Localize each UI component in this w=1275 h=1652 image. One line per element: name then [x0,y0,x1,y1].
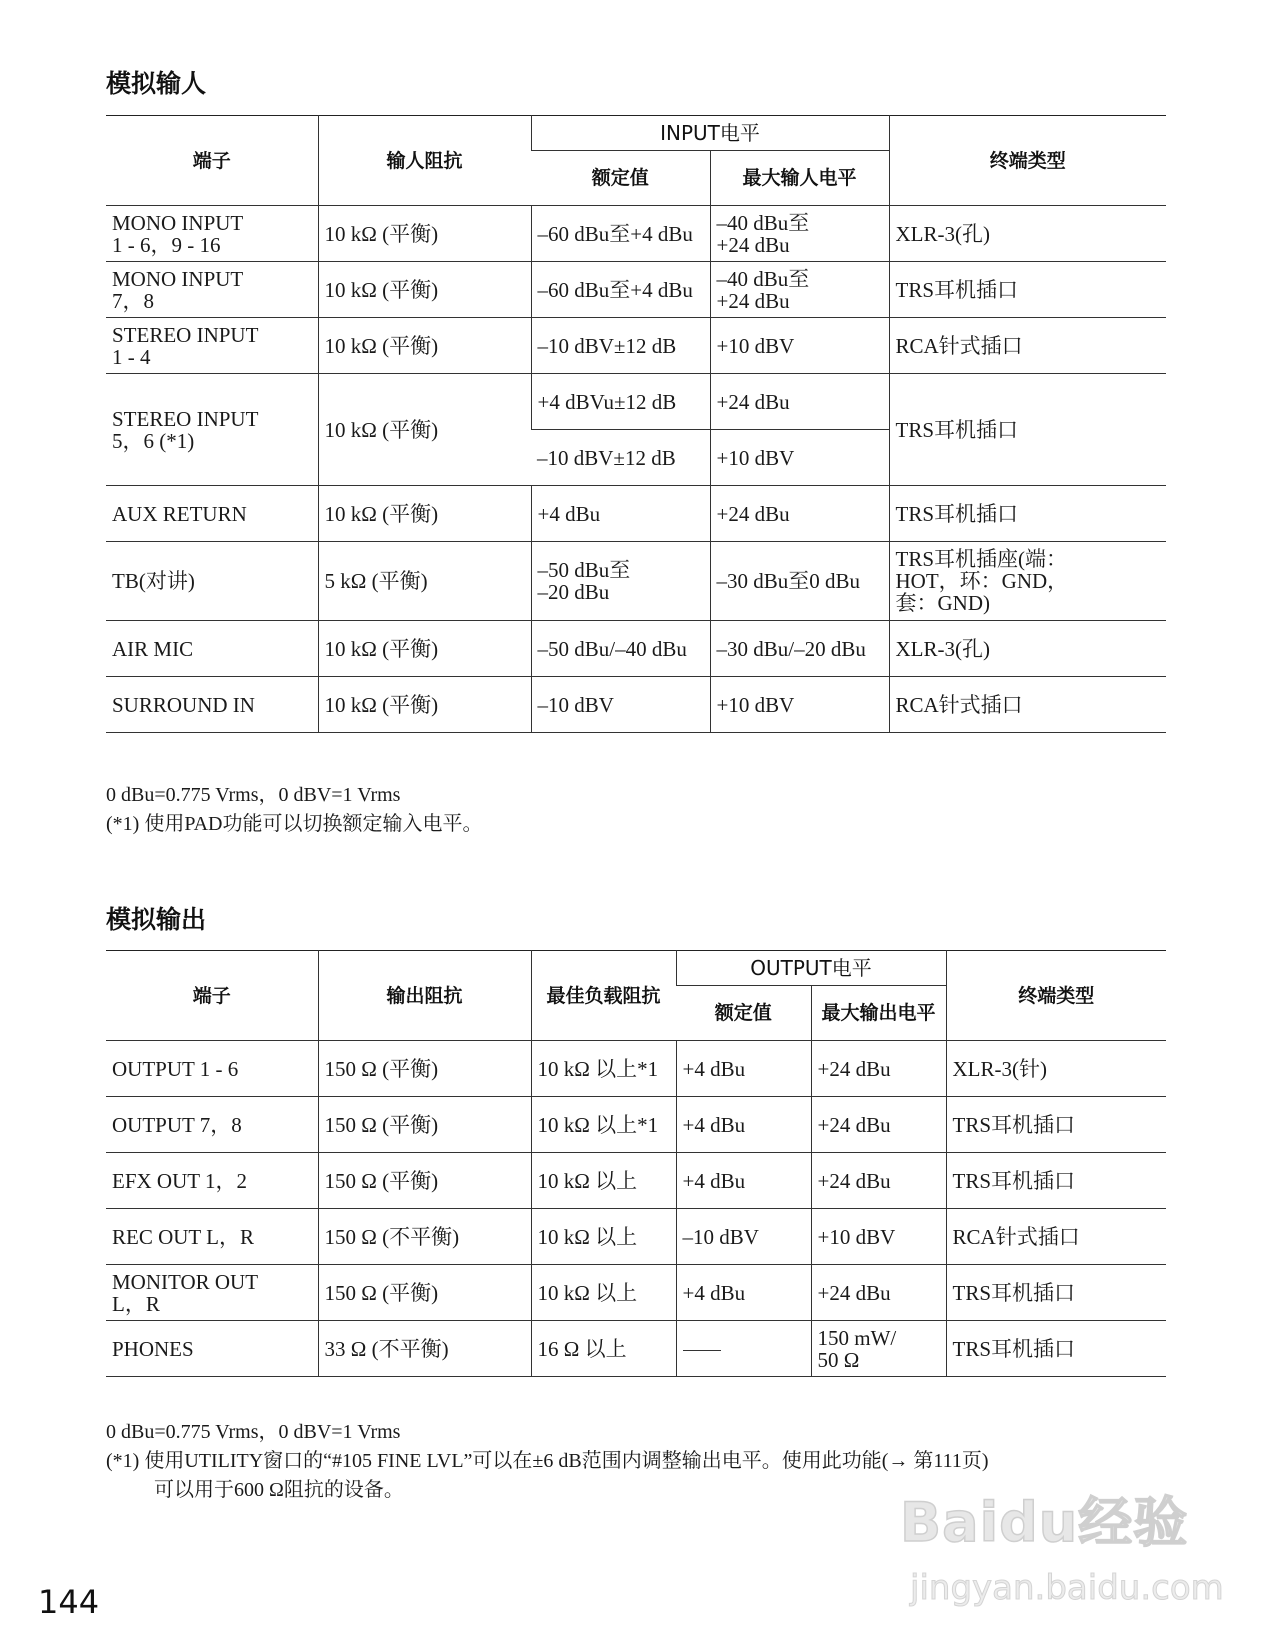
cell-max: +10 dBV [811,1209,946,1265]
cell-terminal: STEREO INPUT 1 - 4 [106,318,318,374]
cell-connector: RCA针式插口 [889,318,1166,374]
header-connector: 终端类型 [889,116,1166,206]
cell-impedance: 10 kΩ (平衡) [318,374,531,486]
cell-nominal: –50 dBu至 –20 dBu [531,542,710,621]
cell-nominal: +4 dBu [531,486,710,542]
cell-terminal: EFX OUT 1，2 [106,1153,318,1209]
cell-load: 10 kΩ 以上*1 [531,1041,676,1097]
table-row [106,1265,1166,1321]
table-row [106,262,1166,318]
watermark-url: jingyan.baidu.com [910,1568,1224,1608]
cell-impedance: 10 kΩ (平衡) [318,621,531,677]
table-row [106,1153,1166,1209]
table-row [106,542,1166,621]
table-row [106,1321,1166,1377]
analog-input-notes [106,781,483,839]
table-row [106,1097,1166,1153]
header-load-impedance: 最佳负载阻抗 [531,951,676,1041]
cell-terminal: REC OUT L，R [106,1209,318,1265]
cell-load: 10 kΩ 以上*1 [531,1097,676,1153]
cell-connector: RCA针式插口 [889,677,1166,733]
header-nominal: 额定值 [531,151,710,206]
table-row [106,621,1166,677]
note-line: (*1) 使用PAD功能可以切换额定输入电平。 [106,813,483,835]
cell-nominal: –10 dBV±12 dB [531,318,710,374]
cell-impedance: 10 kΩ (平衡) [318,206,531,262]
cell-impedance: 10 kΩ (平衡) [318,677,531,733]
cell-max: +24 dBu [811,1041,946,1097]
note-line: 0 dBu=0.775 Vrms，0 dBV=1 Vrms [106,1421,401,1443]
cell-max: +24 dBu [811,1265,946,1321]
table-row [106,374,1166,430]
cell-load: 10 kΩ 以上 [531,1265,676,1321]
cell-terminal: OUTPUT 1 - 6 [106,1041,318,1097]
cell-connector: TRS耳机插口 [889,374,1166,486]
cell-terminal: STEREO INPUT 5，6 (*1) [106,374,318,486]
cell-max: –30 dBu/–20 dBu [710,621,889,677]
cell-max: 150 mW/ 50 Ω [811,1321,946,1377]
cell-terminal: TB(对讲) [106,542,318,621]
cell-nominal: –60 dBu至+4 dBu [531,262,710,318]
header-output-impedance: 输出阻抗 [318,951,531,1041]
header-terminal: 端子 [106,116,318,206]
header-max-input-level: 最大输人电平 [710,151,889,206]
dash-mark [683,1350,721,1351]
cell-impedance: 33 Ω (不平衡) [318,1321,531,1377]
cell-terminal: MONITOR OUT L，R [106,1265,318,1321]
cell-max: +24 dBu [811,1153,946,1209]
table-row [106,486,1166,542]
analog-output-title: 模拟输出 [106,905,207,934]
cell-connector: TRS耳机插口 [946,1321,1166,1377]
cell-impedance: 150 Ω (平衡) [318,1097,531,1153]
cell-connector: TRS耳机插口 [889,262,1166,318]
cell-load: 16 Ω 以上 [531,1321,676,1377]
cell-terminal: MONO INPUT 7，8 [106,262,318,318]
cell-impedance: 5 kΩ (平衡) [318,542,531,621]
cell-load: 10 kΩ 以上 [531,1209,676,1265]
cell-terminal: AUX RETURN [106,486,318,542]
cell-impedance: 150 Ω (不平衡) [318,1209,531,1265]
analog-input-table [106,115,1166,733]
table-row [106,677,1166,733]
cell-impedance: 10 kΩ (平衡) [318,486,531,542]
cell-connector: TRS耳机插口 [946,1265,1166,1321]
cell-max: +24 dBu [710,374,889,430]
cell-connector: TRS耳机插口 [889,486,1166,542]
cell-max: –40 dBu至 +24 dBu [710,206,889,262]
cell-max: –30 dBu至0 dBu [710,542,889,621]
cell-max: +10 dBV [710,677,889,733]
cell-terminal: OUTPUT 7，8 [106,1097,318,1153]
cell-nominal: –50 dBu/–40 dBu [531,621,710,677]
cell-terminal: AIR MIC [106,621,318,677]
cell-nominal: –10 dBV [531,677,710,733]
cell-connector: XLR-3(孔) [889,621,1166,677]
cell-max: +10 dBV [710,430,889,486]
cell-connector: TRS耳机插口 [946,1097,1166,1153]
analog-input-title: 模拟输人 [106,69,207,98]
cell-impedance: 150 Ω (平衡) [318,1153,531,1209]
cell-nominal: –10 dBV [676,1209,811,1265]
cell-load: 10 kΩ 以上 [531,1153,676,1209]
cell-terminal: MONO INPUT 1 - 6，9 - 16 [106,206,318,262]
cell-terminal: SURROUND IN [106,677,318,733]
baidu-watermark [900,1480,1224,1630]
header-terminal: 端子 [106,951,318,1041]
header-connector: 终端类型 [946,951,1166,1041]
table-row [106,206,1166,262]
cell-nominal: +4 dBu [676,1265,811,1321]
note-line: 0 dBu=0.775 Vrms，0 dBV=1 Vrms [106,784,401,806]
table-row [106,1041,1166,1097]
cell-max: +10 dBV [710,318,889,374]
cell-impedance: 150 Ω (平衡) [318,1265,531,1321]
cell-connector: XLR-3(针) [946,1041,1166,1097]
header-input-level: INPUT电平 [531,116,889,151]
header-max-output-level: 最大输出电平 [811,986,946,1041]
cell-nominal: +4 dBu [676,1041,811,1097]
cell-connector: TRS耳机插座(端： HOT，环：GND， 套：GND) [889,542,1166,621]
cell-max: +24 dBu [811,1097,946,1153]
header-nominal: 额定值 [676,986,811,1041]
cell-terminal: PHONES [106,1321,318,1377]
cell-nominal-empty [676,1321,811,1377]
cell-impedance: 150 Ω (平衡) [318,1041,531,1097]
cell-nominal: –10 dBV±12 dB [531,430,710,486]
analog-output-table [106,950,1166,1377]
cell-nominal: +4 dBu [676,1097,811,1153]
cell-max: –40 dBu至 +24 dBu [710,262,889,318]
table-row [106,1209,1166,1265]
header-output-level: OUTPUT电平 [676,951,946,986]
cell-nominal: +4 dBVu±12 dB [531,374,710,430]
cell-connector: XLR-3(孔) [889,206,1166,262]
cell-nominal: +4 dBu [676,1153,811,1209]
cell-impedance: 10 kΩ (平衡) [318,318,531,374]
cell-connector: RCA针式插口 [946,1209,1166,1265]
note-line: (*1) 使用UTILITY窗口的“#105 FINE LVL”可以在±6 dB范围内调整输出电平。使用此功能(→ 第111页) [106,1450,989,1472]
note-line: 可以用于600 Ω阻抗的设备。 [154,1479,404,1501]
watermark-logo: Baidu经验 [900,1491,1189,1554]
table-row [106,318,1166,374]
analog-output-notes [106,1418,989,1505]
cell-nominal: –60 dBu至+4 dBu [531,206,710,262]
header-input-impedance: 输人阻抗 [318,116,531,206]
cell-connector: TRS耳机插口 [946,1153,1166,1209]
cell-impedance: 10 kΩ (平衡) [318,262,531,318]
page-number: 144 [38,1583,100,1621]
cell-max: +24 dBu [710,486,889,542]
